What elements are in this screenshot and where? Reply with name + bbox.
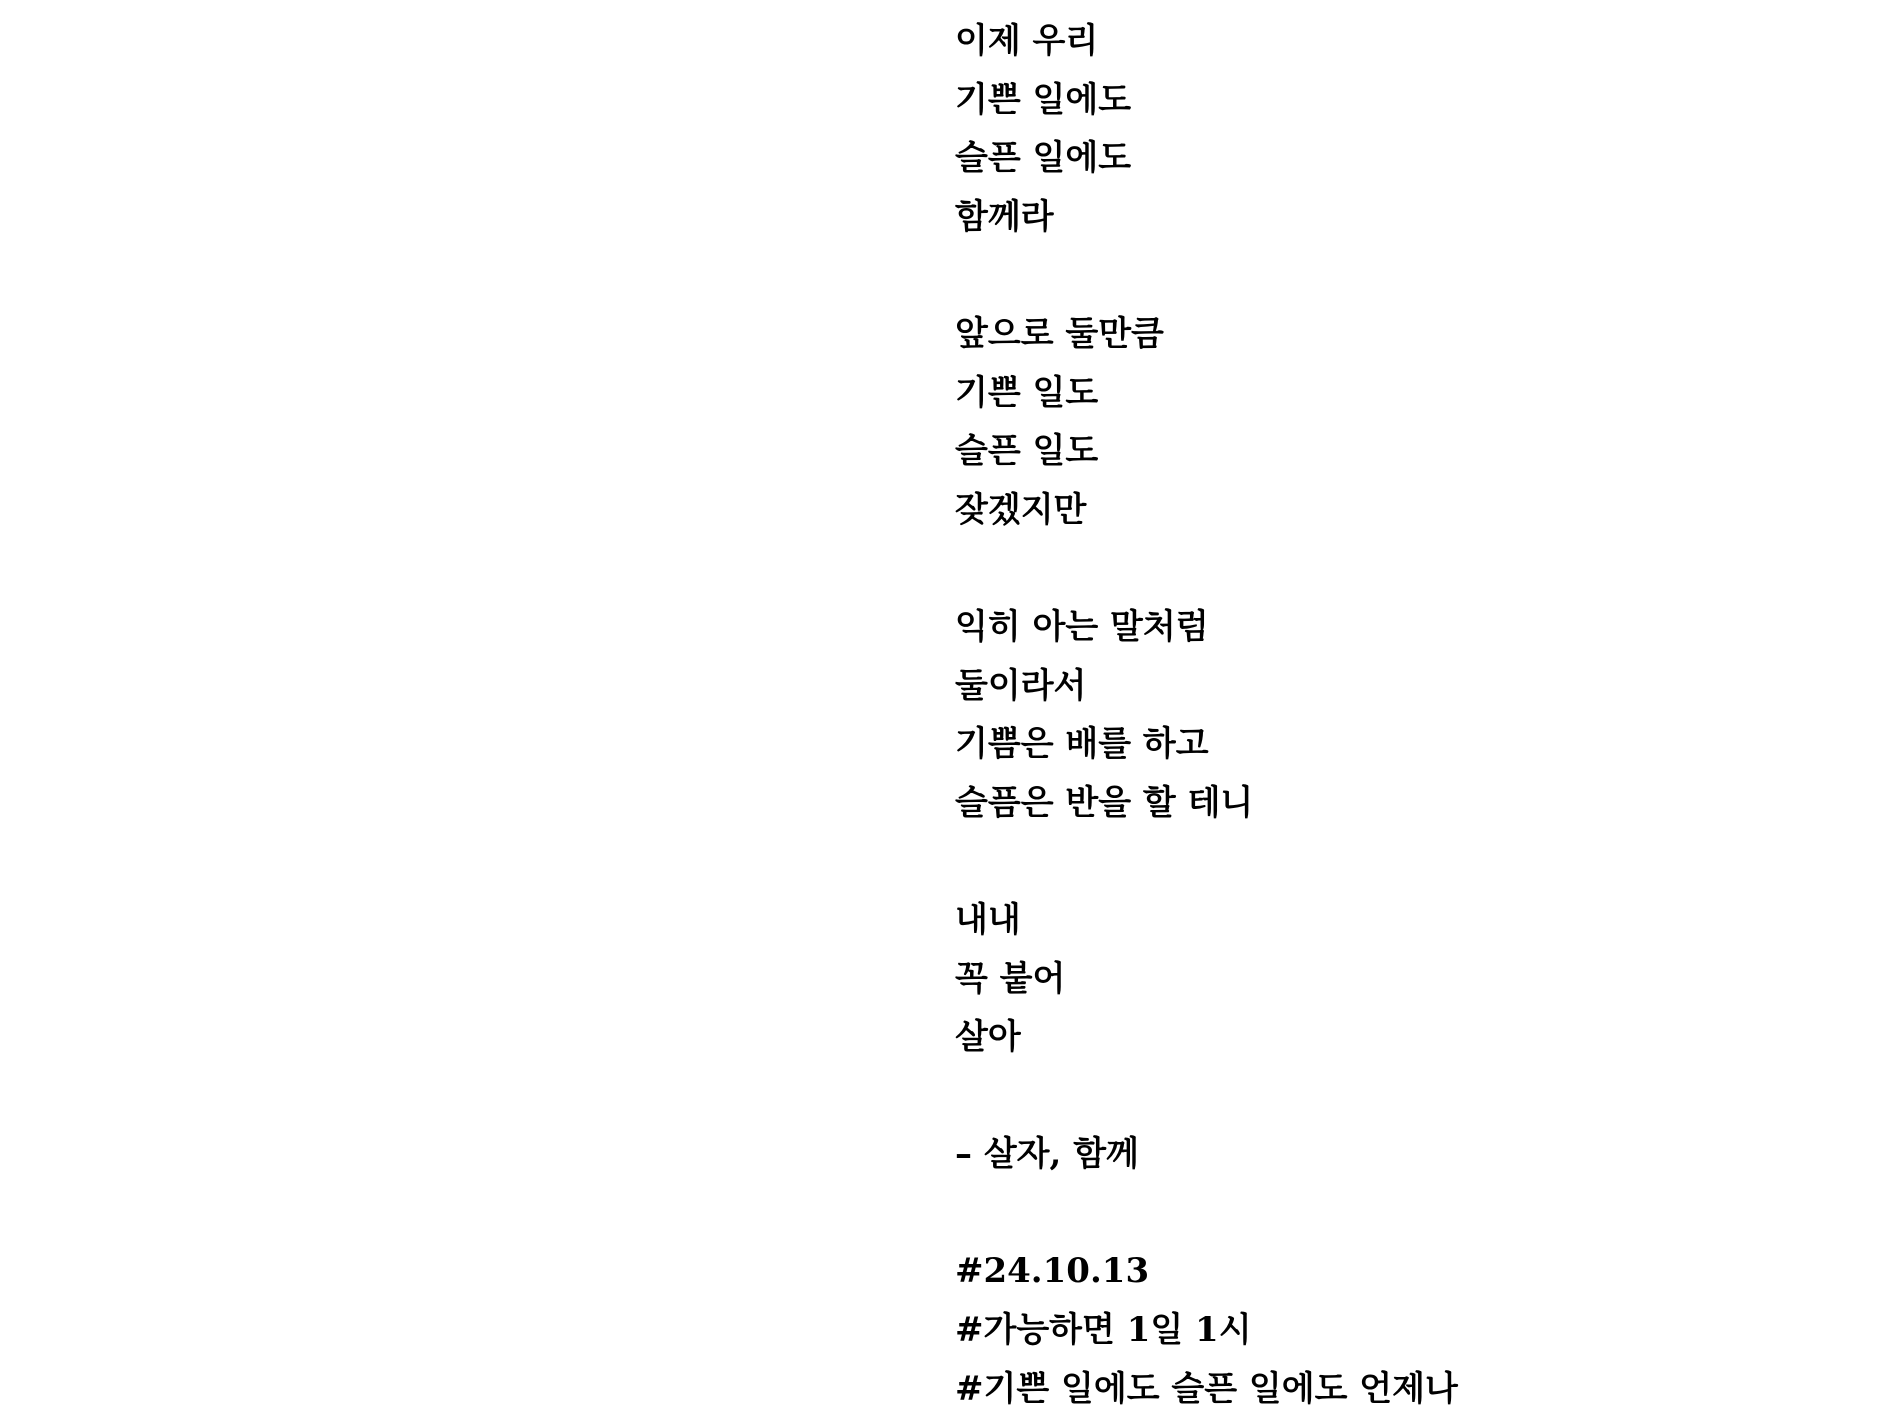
poem-text (955, 12, 1855, 1418)
stanza-3 (955, 598, 1855, 832)
stanza-2 (955, 305, 1855, 539)
hashtag: #가능하면 1일 1시 (955, 1310, 1252, 1351)
poem-line: 이제 우리 (955, 21, 1099, 61)
poem-line: 내내 (955, 899, 1021, 940)
poem-signature: – 살자, 함께 (955, 1134, 1139, 1175)
hashtag-date: #24.10.13 (955, 1251, 1150, 1292)
stanza-4 (955, 891, 1855, 1067)
poem-line: 익히 아는 말처럼 (955, 606, 1209, 647)
poem-line: 기쁜 일도 (955, 372, 1099, 413)
stanza-break (955, 1184, 1855, 1243)
poem-line: 슬픈 일에도 (955, 138, 1132, 179)
poem-line: 꼭 붙어 (955, 958, 1066, 999)
stanza-break (955, 246, 1855, 305)
hashtag: #기쁜 일에도 슬픈 일에도 언제나 (955, 1368, 1458, 1409)
poem-line: 기쁨은 배를 하고 (955, 724, 1209, 765)
stanza-break (955, 539, 1855, 598)
poem-line: 함께라 (955, 196, 1054, 237)
poem-line: 슬픔은 반을 할 테니 (955, 782, 1254, 823)
poem-line: 둘이라서 (955, 665, 1087, 706)
stanza-1 (955, 12, 1855, 246)
poem-line: 잦겠지만 (955, 489, 1087, 530)
stanza-break (955, 832, 1855, 891)
poem-line: 살아 (955, 1017, 1021, 1058)
poem-line: 슬픈 일도 (955, 431, 1099, 472)
hashtag-list (955, 1242, 1855, 1418)
poem-line: 앞으로 둘만큼 (955, 313, 1164, 354)
stanza-break (955, 1067, 1855, 1126)
poem-line: 기쁜 일에도 (955, 79, 1132, 120)
